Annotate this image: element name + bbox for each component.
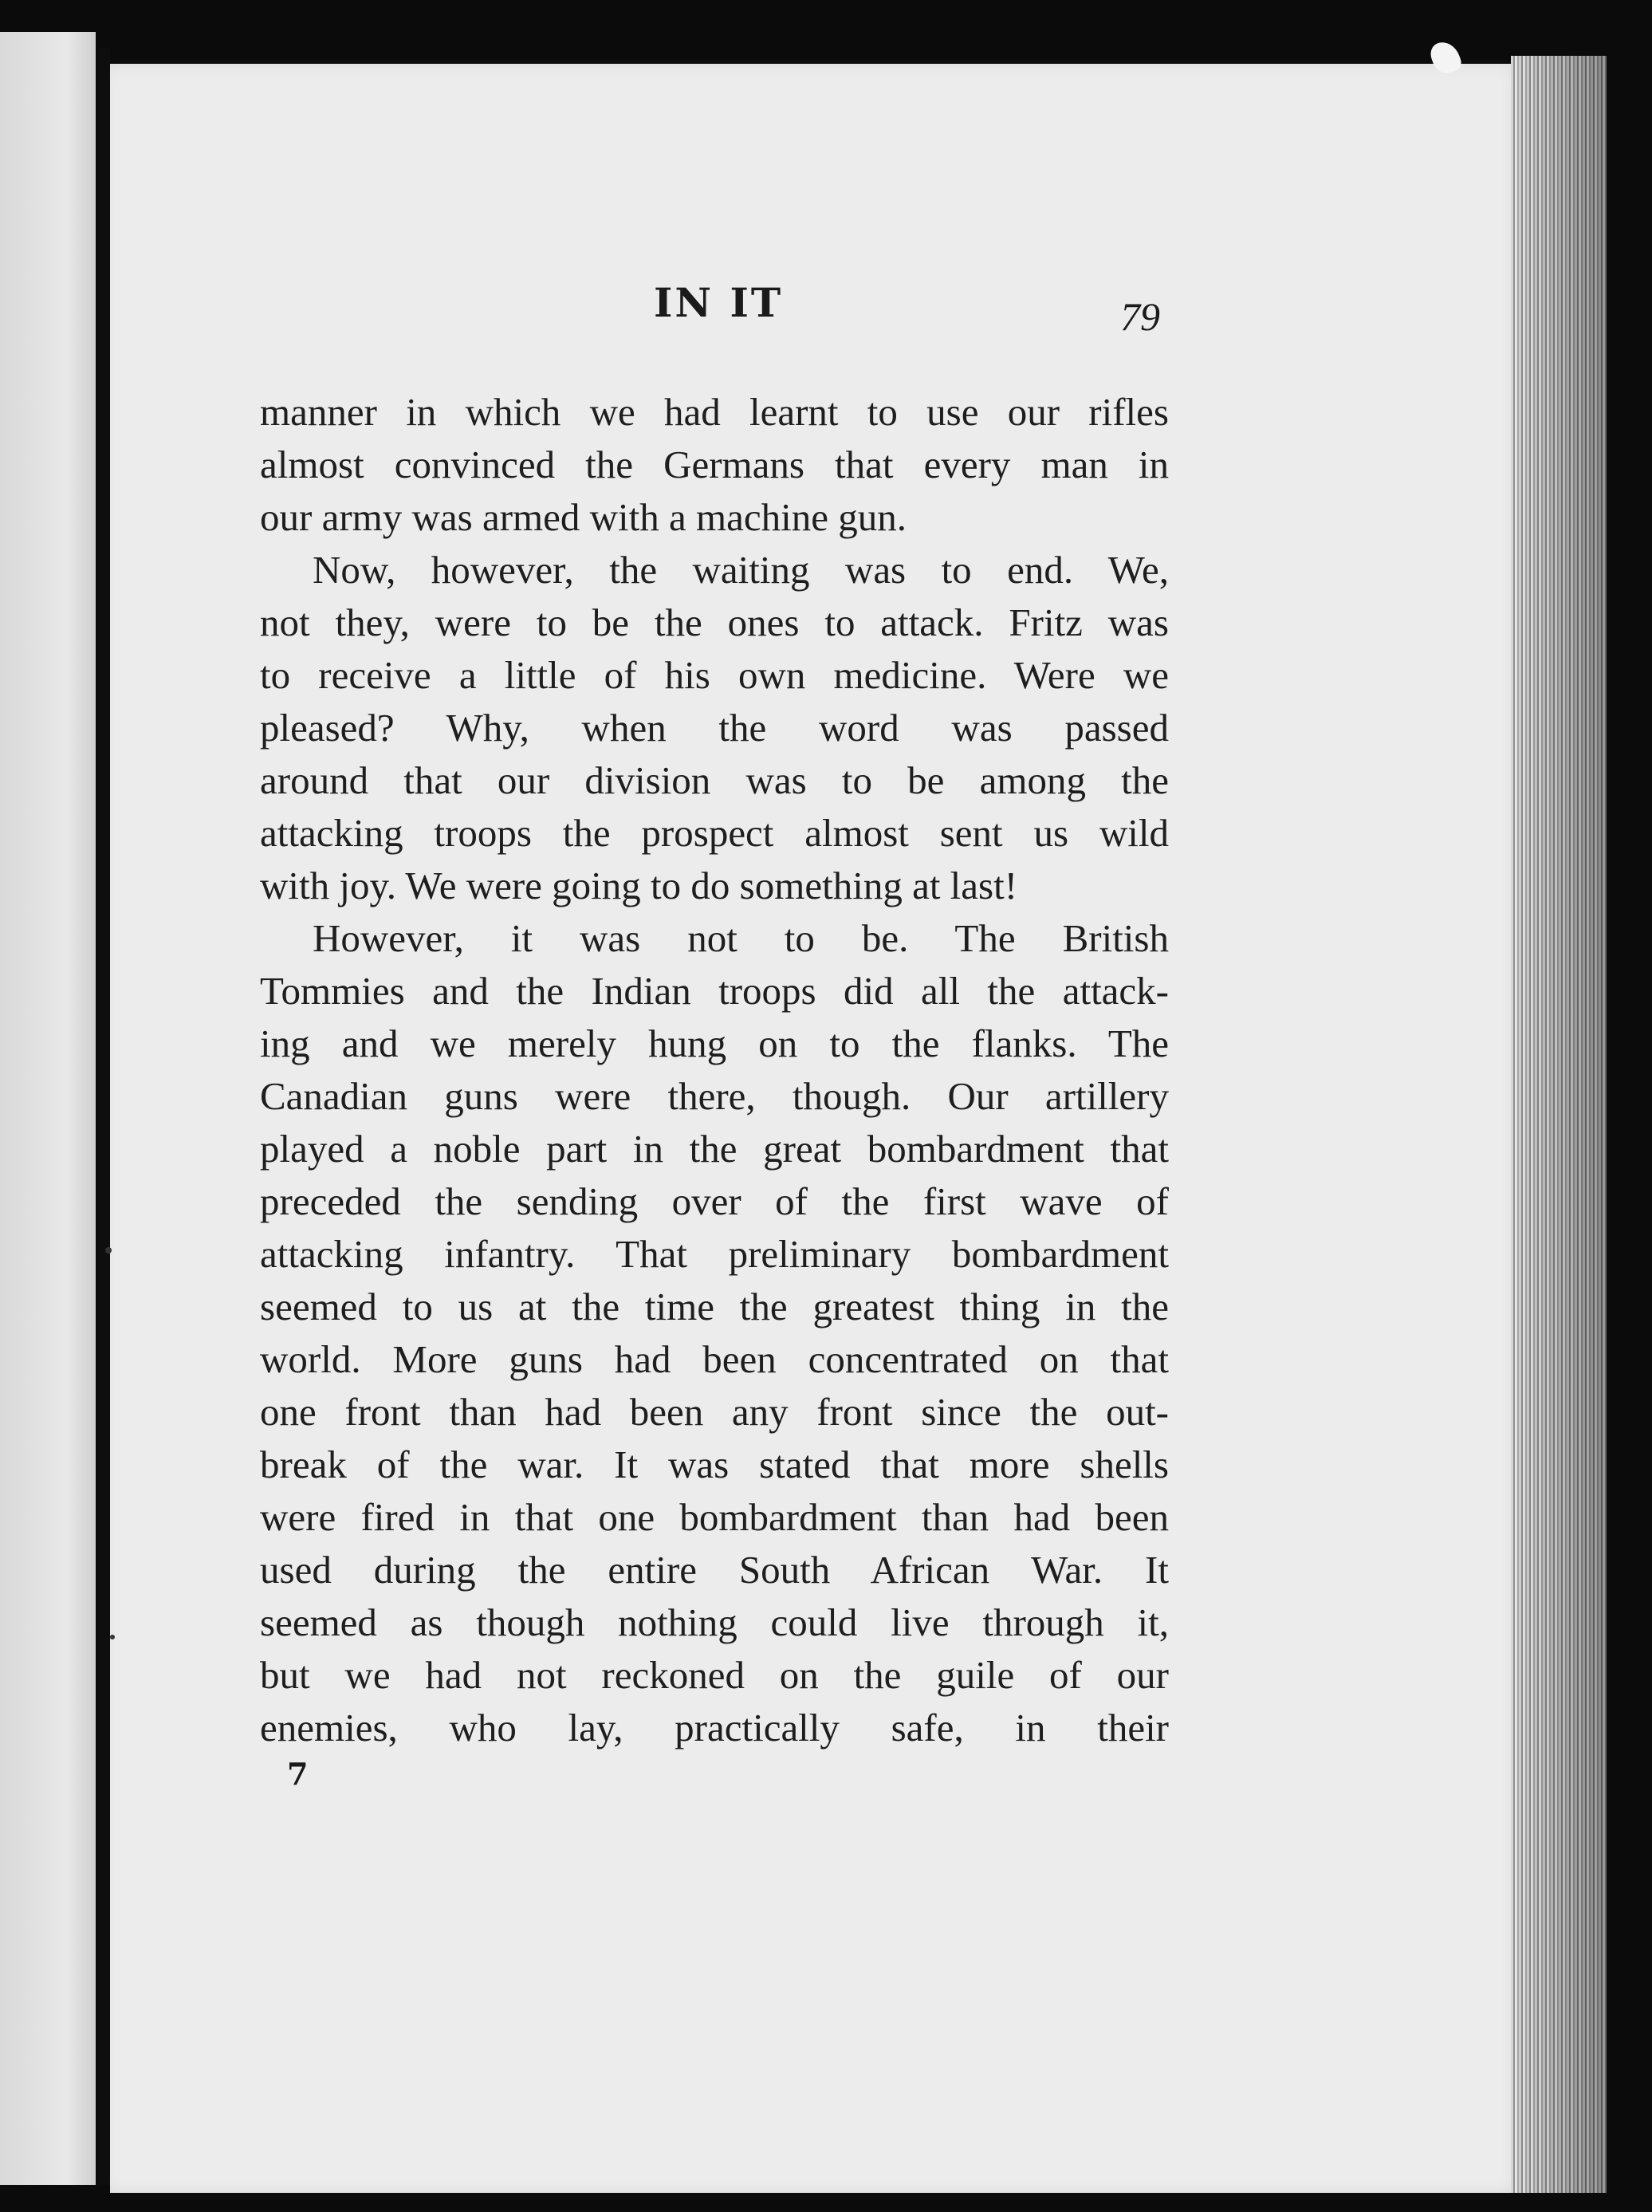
text-line: almost convinced the Germans that every man in bbox=[260, 443, 1169, 486]
text-line: attacking infantry. That preliminary bombardment bbox=[260, 1232, 1169, 1276]
text-line: break of the war. It was stated that more shells bbox=[260, 1443, 1169, 1486]
text-line: attacking troops the prospect almost sent us wild bbox=[260, 811, 1169, 855]
book-gutter bbox=[99, 48, 110, 2185]
text-line: to receive a little of his own medicine. Were we bbox=[260, 653, 1169, 697]
text-line: were fired in that one bombardment than had been bbox=[260, 1495, 1169, 1539]
text-line: Canadian guns were there, though. Our artillery bbox=[260, 1074, 1169, 1118]
scan-speck bbox=[110, 1635, 115, 1639]
text-line: one front than had been any front since the out- bbox=[260, 1390, 1169, 1434]
facing-page-edge bbox=[0, 32, 96, 2185]
page-body-text bbox=[260, 386, 1169, 1754]
text-line: Now, however, the waiting was to end. We, bbox=[313, 548, 1169, 592]
text-line: seemed to us at the time the greatest thing in the bbox=[260, 1285, 1169, 1328]
text-line: with joy. We were going to do something at last! bbox=[260, 864, 1018, 907]
running-head: IN IT bbox=[654, 279, 784, 326]
text-line: our army was armed with a machine gun. bbox=[260, 495, 907, 539]
text-line: enemies, who lay, practically safe, in their bbox=[260, 1706, 1169, 1750]
text-line: played a noble part in the great bombardment that bbox=[260, 1127, 1169, 1171]
text-line: However, it was not to be. The British bbox=[313, 916, 1169, 960]
text-line: around that our division was to be among the bbox=[260, 758, 1169, 802]
page-number: 79 bbox=[1120, 294, 1160, 339]
text-line: Tommies and the Indian troops did all the attack- bbox=[260, 969, 1169, 1013]
text-line: pleased? Why, when the word was passed bbox=[260, 706, 1169, 750]
printer-signature-mark: 7 bbox=[287, 1756, 309, 1792]
text-line: used during the entire South African War. It bbox=[260, 1548, 1169, 1592]
scan-speck bbox=[105, 1247, 112, 1254]
text-line: but we had not reckoned on the guile of our bbox=[260, 1653, 1169, 1697]
text-line: ing and we merely hung on to the flanks. The bbox=[260, 1021, 1169, 1065]
text-line: preceded the sending over of the first wave of bbox=[260, 1179, 1169, 1223]
text-line: seemed as though nothing could live through it, bbox=[260, 1600, 1169, 1644]
page-edges-shadow bbox=[1511, 56, 1607, 2193]
text-line: world. More guns had been concentrated on that bbox=[260, 1337, 1169, 1381]
text-line: manner in which we had learnt to use our rifles bbox=[260, 390, 1169, 434]
text-line: not they, were to be the ones to attack. Fritz was bbox=[260, 600, 1169, 644]
